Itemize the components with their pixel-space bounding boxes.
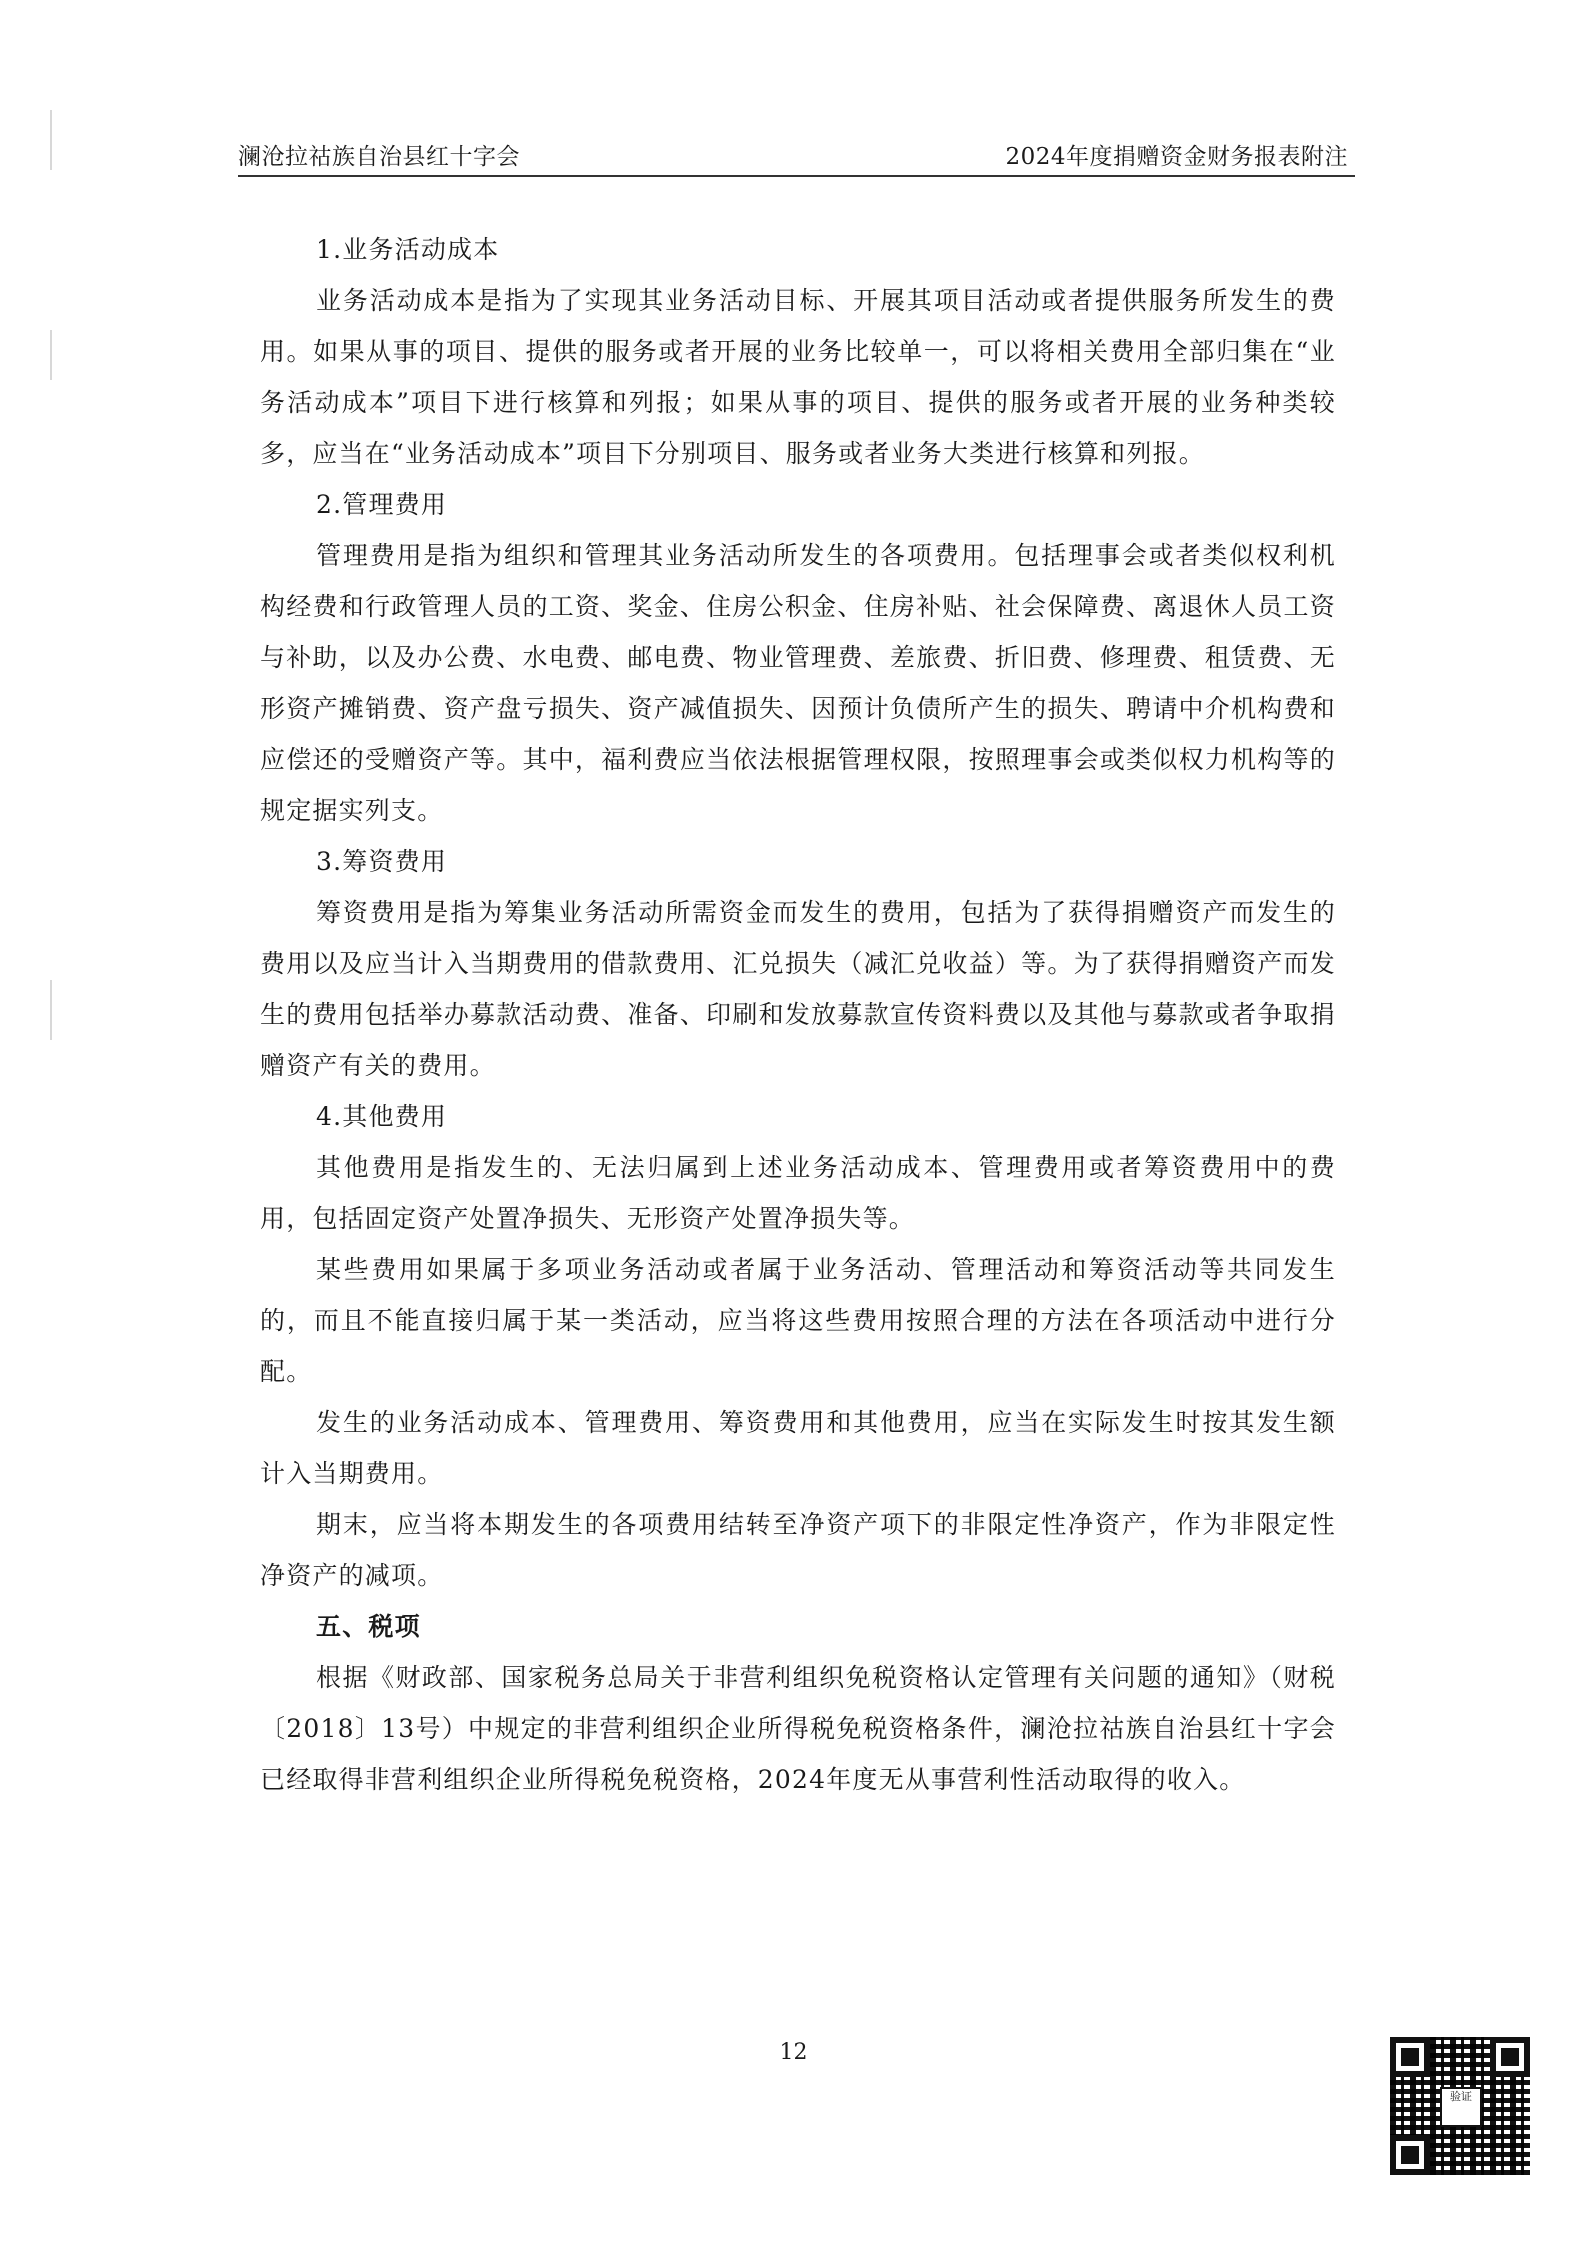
- document-body: [260, 224, 1336, 1805]
- section-heading-business-cost: 1.业务活动成本: [316, 235, 500, 264]
- section-heading-tax: 五、税项: [316, 1612, 421, 1641]
- scan-edge-mark: [50, 330, 52, 380]
- section-heading-fundraising-expense: 3.筹资费用: [316, 847, 448, 876]
- qr-verify-stamp: 验证: [1440, 2087, 1482, 2127]
- section-heading-admin-expense: 2.管理费用: [316, 490, 448, 519]
- header-org-name: 澜沧拉祜族自治县红十字会: [238, 144, 520, 170]
- paragraph-tax: 根据《财政部、国家税务总局关于非营利组织免税资格认定管理有关问题的通知》（财税〔2018〕13号）中规定的非营利组织企业所得税免税资格条件，澜沧拉祜族自治县红十字会已经取得非营利组织企业所得税免税资格，2024年度无从事营利性活动取得的收入。: [260, 1663, 1336, 1794]
- header-report-title: 2024年度捐赠资金财务报表附注: [1005, 144, 1348, 170]
- paragraph-fundraising-expense: 筹资费用是指为筹集业务活动所需资金而发生的费用，包括为了获得捐赠资产而发生的费用以及应当计入当期费用的借款费用、汇兑损失（减汇兑收益）等。为了获得捐赠资产而发生的费用包括举办募款活动费、准备、印刷和发放募款宣传资料费以及其他与募款或者争取捐赠资产有关的费用。: [260, 898, 1336, 1080]
- section-heading-other-expense: 4.其他费用: [316, 1102, 448, 1131]
- page-number: 12: [779, 2040, 808, 2065]
- paragraph-admin-expense: 管理费用是指为组织和管理其业务活动所发生的各项费用。包括理事会或者类似权利机构经费和行政管理人员的工资、奖金、住房公积金、住房补贴、社会保障费、离退休人员工资与补助，以及办公费、水电费、邮电费、物业管理费、差旅费、折旧费、修理费、租赁费、无形资产摊销费、资产盘亏损失、资产减值损失、因预计负债所产生的损失、聘请中介机构费和应偿还的受赠资产等。其中，福利费应当依法根据管理权限，按照理事会或类似权力机构等的规定据实列支。: [260, 541, 1336, 825]
- paragraph-allocation: 某些费用如果属于多项业务活动或者属于业务活动、管理活动和筹资活动等共同发生的，而且不能直接归属于某一类活动，应当将这些费用按照合理的方法在各项活动中进行分配。: [260, 1255, 1336, 1386]
- paragraph-business-cost: 业务活动成本是指为了实现其业务活动目标、开展其项目活动或者提供服务所发生的费用。如果从事的项目、提供的服务或者开展的业务比较单一，可以将相关费用全部归集在“业务活动成本”项目下进行核算和列报；如果从事的项目、提供的服务或者开展的业务种类较多，应当在“业务活动成本”项目下分别项目、服务或者业务大类进行核算和列报。: [260, 286, 1336, 468]
- paragraph-recognition: 发生的业务活动成本、管理费用、筹资费用和其他费用，应当在实际发生时按其发生额计入当期费用。: [260, 1408, 1336, 1488]
- paragraph-other-expense: 其他费用是指发生的、无法归属到上述业务活动成本、管理费用或者筹资费用中的费用，包括固定资产处置净损失、无形资产处置净损失等。: [260, 1153, 1336, 1233]
- header-rule: [238, 175, 1355, 177]
- scan-edge-mark: [50, 980, 52, 1040]
- verification-qr-code-icon: [1390, 2037, 1530, 2175]
- qr-finder-pattern: [1390, 2135, 1430, 2175]
- paragraph-period-end: 期末，应当将本期发生的各项费用结转至净资产项下的非限定性净资产，作为非限定性净资产的减项。: [260, 1510, 1336, 1590]
- scan-edge-mark: [50, 110, 52, 170]
